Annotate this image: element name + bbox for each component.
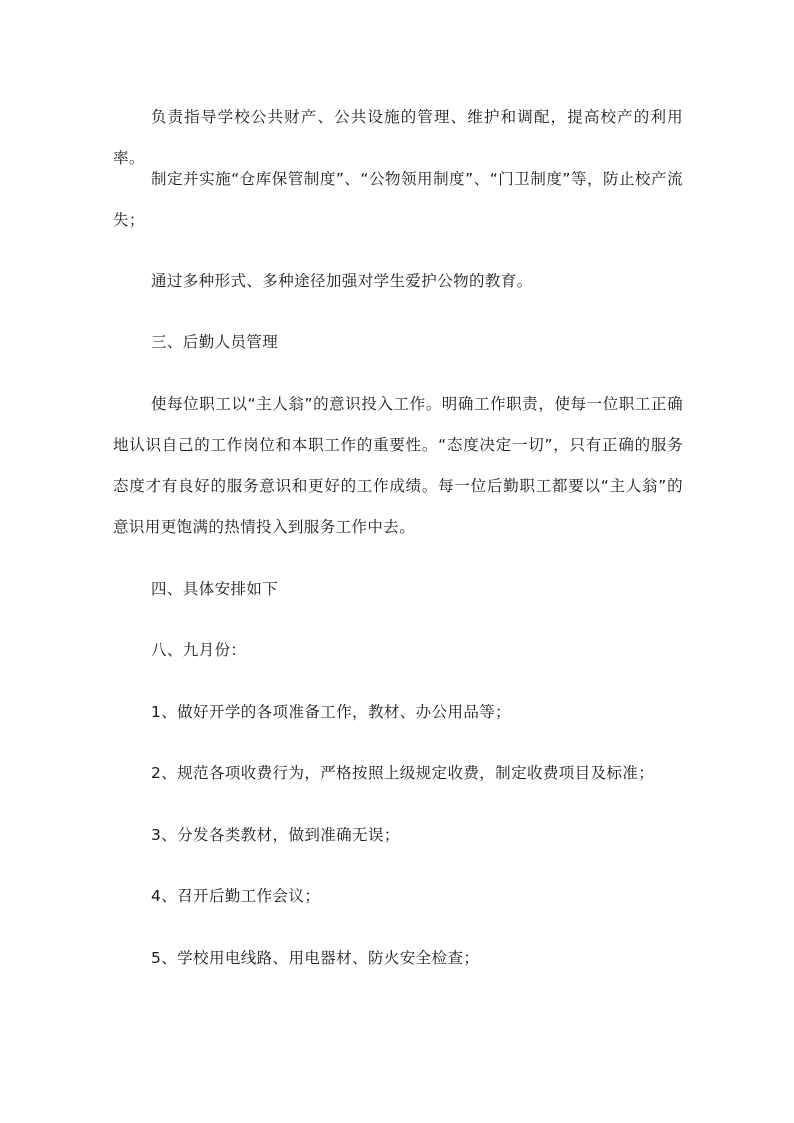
list-item-3: 3、分发各类教材，做到准确无误； [151,826,400,844]
list-item-1: 1、做好开学的各项准备工作，教材、办公用品等； [151,703,512,721]
section-heading-arrangements: 四、具体安排如下 [151,580,279,598]
list-item-5: 5、学校用电线路、用电器材、防火安全检查； [151,949,480,967]
list-item-4: 4、召开后勤工作会议； [151,887,321,905]
paragraph-regulations: 制定并实施“仓库保管制度”、“公物领用制度”、“门卫制度”等，防止校产流失； [113,170,683,229]
month-heading: 八、九月份： [151,641,247,659]
section-heading-staff-management: 三、后勤人员管理 [151,333,279,351]
list-item-2: 2、规范各项收费行为，严格按照上级规定收费，制定收费项目及标准； [151,764,655,782]
paragraph-education: 通过多种形式、多种途径加强对学生爱护公物的教育。 [151,272,533,290]
paragraph-asset-management: 负责指导学校公共财产、公共设施的管理、维护和调配，提高校产的利用率。 [113,108,683,167]
paragraph-staff-attitude: 使每位职工以“主人翁”的意识投入工作。明确工作职责，使每一位职工正确地认识自己的工作岗位和本职工作的重要性。“态度决定一切”，只有正确的服务态度才有良好的服务意识和更好的工作成绩。每一位后勤职工都要以“主人翁”的意识用更饱满的热情投入到服务工作中去。 [113,395,683,536]
